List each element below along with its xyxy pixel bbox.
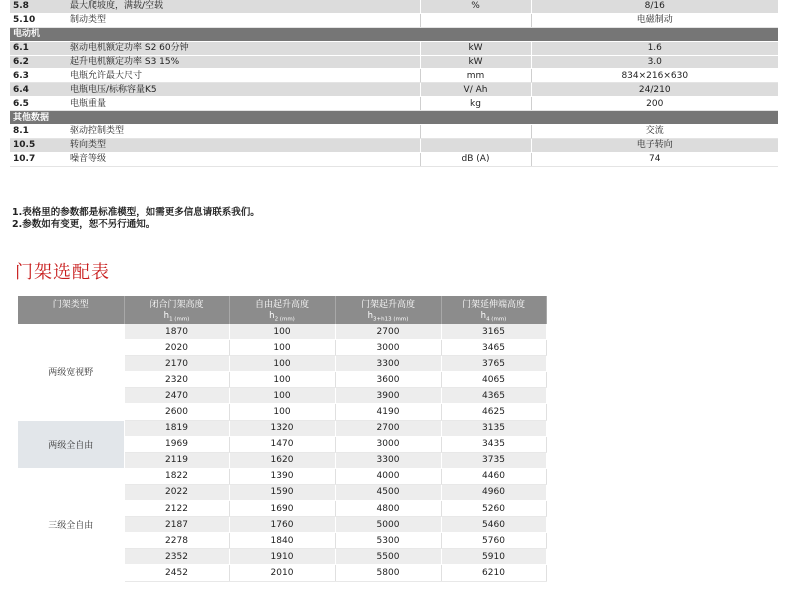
spec-unit: V/ Ah <box>420 83 531 97</box>
spec-row <box>10 41 778 55</box>
mast-value-cell: 6210 <box>441 565 546 581</box>
mast-value-cell: 4365 <box>441 388 546 404</box>
spec-unit: kW <box>420 41 531 55</box>
mast-value-cell: 3435 <box>441 436 546 452</box>
subheader-h4 <box>441 310 546 324</box>
mast-table-body <box>18 324 546 581</box>
mast-value-cell: 3000 <box>335 436 441 452</box>
spec-code: 6.3 <box>10 69 67 83</box>
spec-unit <box>420 138 531 152</box>
spec-section-label: 电动机 <box>10 27 778 41</box>
header-lift-height: 门架起升高度 <box>335 296 441 310</box>
mast-value-cell: 4190 <box>335 404 441 420</box>
mast-value-cell: 1822 <box>124 468 229 484</box>
mast-value-cell: 2010 <box>229 565 335 581</box>
note-2: 2.参数如有变更，恕不另行通知。 <box>12 219 156 230</box>
mast-row <box>18 468 546 484</box>
mast-value-cell: 1690 <box>229 501 335 517</box>
mast-value-cell: 2020 <box>124 340 229 356</box>
spec-code: 10.7 <box>10 152 67 166</box>
mast-value-cell: 2170 <box>124 356 229 372</box>
subheader-h4-sub: 4 (mm) <box>486 316 507 323</box>
mast-value-cell: 1870 <box>124 324 229 340</box>
mast-value-cell: 100 <box>229 356 335 372</box>
mast-value-cell: 2022 <box>124 484 229 500</box>
mast-value-cell: 5500 <box>335 549 441 565</box>
mast-value-cell: 1590 <box>229 484 335 500</box>
spec-name: 驱动控制类型 <box>67 125 420 139</box>
subheader-h2 <box>229 310 335 324</box>
mast-options-table <box>18 296 547 582</box>
mast-value-cell: 3135 <box>441 420 546 436</box>
mast-value-cell: 100 <box>229 404 335 420</box>
spec-value: 交流 <box>531 125 778 139</box>
spec-row <box>10 125 778 139</box>
spec-name: 电瓶允许最大尺寸 <box>67 69 420 83</box>
spec-row <box>10 55 778 69</box>
mast-value-cell: 3300 <box>335 356 441 372</box>
mast-value-cell: 2187 <box>124 517 229 533</box>
spec-value: 3.0 <box>531 55 778 69</box>
mast-value-cell: 4000 <box>335 468 441 484</box>
mast-row <box>18 420 546 436</box>
spec-value: 24/210 <box>531 83 778 97</box>
mast-value-cell: 1390 <box>229 468 335 484</box>
spec-name: 起升电机额定功率 S3 15% <box>67 55 420 69</box>
spec-unit: kg <box>420 97 531 111</box>
mast-value-cell: 5910 <box>441 549 546 565</box>
spec-row <box>10 0 778 13</box>
spec-unit: kW <box>420 55 531 69</box>
mast-value-cell: 3300 <box>335 452 441 468</box>
spec-value: 200 <box>531 97 778 111</box>
mast-type-cell: 两级宽视野 <box>18 324 124 420</box>
mast-value-cell: 5760 <box>441 533 546 549</box>
specification-table-body <box>10 0 778 166</box>
subheader-h4-main: h <box>480 311 487 322</box>
spec-row <box>10 69 778 83</box>
mast-section-title: 门架选配表 <box>15 262 110 283</box>
spec-name: 转向类型 <box>67 138 420 152</box>
spec-value: 电磁制动 <box>531 13 778 27</box>
mast-value-cell: 1470 <box>229 436 335 452</box>
mast-value-cell: 1910 <box>229 549 335 565</box>
mast-value-cell: 3600 <box>335 372 441 388</box>
spec-row <box>10 138 778 152</box>
spec-name: 制动类型 <box>67 13 420 27</box>
mast-value-cell: 4960 <box>441 484 546 500</box>
spec-name: 驱动电机额定功率 S2 60分钟 <box>67 41 420 55</box>
subheader-h3-sub: 3+h13 (mm) <box>373 316 409 323</box>
mast-value-cell: 1760 <box>229 517 335 533</box>
spec-name: 噪音等级 <box>67 152 420 166</box>
mast-value-cell: 5800 <box>335 565 441 581</box>
mast-value-cell: 4625 <box>441 404 546 420</box>
mast-value-cell: 5460 <box>441 517 546 533</box>
spec-unit <box>420 125 531 139</box>
mast-value-cell: 2470 <box>124 388 229 404</box>
subheader-h2-main: h <box>269 311 275 322</box>
mast-value-cell: 3900 <box>335 388 441 404</box>
mast-value-cell: 5260 <box>441 501 546 517</box>
mast-value-cell: 2352 <box>124 549 229 565</box>
mast-value-cell: 1840 <box>229 533 335 549</box>
header-closed-height: 闭合门架高度 <box>124 296 229 310</box>
subheader-h3 <box>335 310 441 324</box>
spec-name: 最大爬坡度，满载/空载 <box>67 0 420 13</box>
mast-value-cell: 2700 <box>335 324 441 340</box>
spec-code: 5.8 <box>10 0 67 13</box>
mast-type-cell: 三级全自由 <box>18 468 124 581</box>
mast-value-cell: 4460 <box>441 468 546 484</box>
spec-value: 834×216×630 <box>531 69 778 83</box>
spec-unit <box>420 13 531 27</box>
subheader-h1 <box>124 310 229 324</box>
mast-value-cell: 4500 <box>335 484 441 500</box>
subheader-empty <box>18 310 124 324</box>
mast-value-cell: 4065 <box>441 372 546 388</box>
spec-code: 6.5 <box>10 97 67 111</box>
note-1: 1.表格里的参数都是标准模型，如需更多信息请联系我们。 <box>12 207 260 218</box>
header-extended-height: 门架延伸端高度 <box>441 296 546 310</box>
spec-name: 电瓶电压/标称容量K5 <box>67 83 420 97</box>
subheader-h2-sub: 2 (mm) <box>274 316 295 323</box>
mast-value-cell: 3765 <box>441 356 546 372</box>
spec-code: 6.1 <box>10 41 67 55</box>
mast-value-cell: 100 <box>229 340 335 356</box>
subheader-h1-main: h <box>163 311 170 322</box>
mast-value-cell: 1819 <box>124 420 229 436</box>
spec-value: 1.6 <box>531 41 778 55</box>
spec-code: 6.2 <box>10 55 67 69</box>
mast-value-cell: 2119 <box>124 452 229 468</box>
spec-section-label: 其他数据 <box>10 111 778 125</box>
spec-row <box>10 83 778 97</box>
mast-value-cell: 2452 <box>124 565 229 581</box>
subheader-h3-main: h <box>367 311 374 322</box>
subheader-h1-sub: 1 (mm) <box>169 316 190 323</box>
mast-value-cell: 4800 <box>335 501 441 517</box>
spec-value: 74 <box>531 152 778 166</box>
mast-value-cell: 100 <box>229 372 335 388</box>
spec-code: 5.10 <box>10 13 67 27</box>
spec-unit: dB (A) <box>420 152 531 166</box>
mast-subheader-row <box>18 310 546 324</box>
mast-value-cell: 2278 <box>124 533 229 549</box>
mast-value-cell: 5000 <box>335 517 441 533</box>
mast-value-cell: 100 <box>229 388 335 404</box>
mast-value-cell: 3735 <box>441 452 546 468</box>
spec-name: 电瓶重量 <box>67 97 420 111</box>
mast-value-cell: 1620 <box>229 452 335 468</box>
spec-code: 8.1 <box>10 125 67 139</box>
spec-unit: % <box>420 0 531 13</box>
spec-value: 电子转向 <box>531 138 778 152</box>
spec-code: 6.4 <box>10 83 67 97</box>
mast-value-cell: 1969 <box>124 436 229 452</box>
spec-code: 10.5 <box>10 138 67 152</box>
spec-row <box>10 13 778 27</box>
spec-section-header <box>10 27 778 41</box>
mast-value-cell: 2700 <box>335 420 441 436</box>
mast-header-row <box>18 296 546 310</box>
specification-table <box>10 0 778 167</box>
mast-value-cell: 3165 <box>441 324 546 340</box>
mast-value-cell: 100 <box>229 324 335 340</box>
header-free-lift: 自由起升高度 <box>229 296 335 310</box>
spec-value: 8/16 <box>531 0 778 13</box>
mast-row <box>18 324 546 340</box>
spec-section-header <box>10 111 778 125</box>
mast-value-cell: 1320 <box>229 420 335 436</box>
mast-value-cell: 2122 <box>124 501 229 517</box>
mast-value-cell: 3465 <box>441 340 546 356</box>
mast-value-cell: 2600 <box>124 404 229 420</box>
notes <box>12 207 260 231</box>
spec-row <box>10 152 778 166</box>
spec-unit: mm <box>420 69 531 83</box>
header-mast-type: 门架类型 <box>18 296 124 310</box>
mast-value-cell: 5300 <box>335 533 441 549</box>
mast-type-cell: 两级全自由 <box>18 420 124 468</box>
mast-value-cell: 2320 <box>124 372 229 388</box>
mast-value-cell: 3000 <box>335 340 441 356</box>
spec-row <box>10 97 778 111</box>
